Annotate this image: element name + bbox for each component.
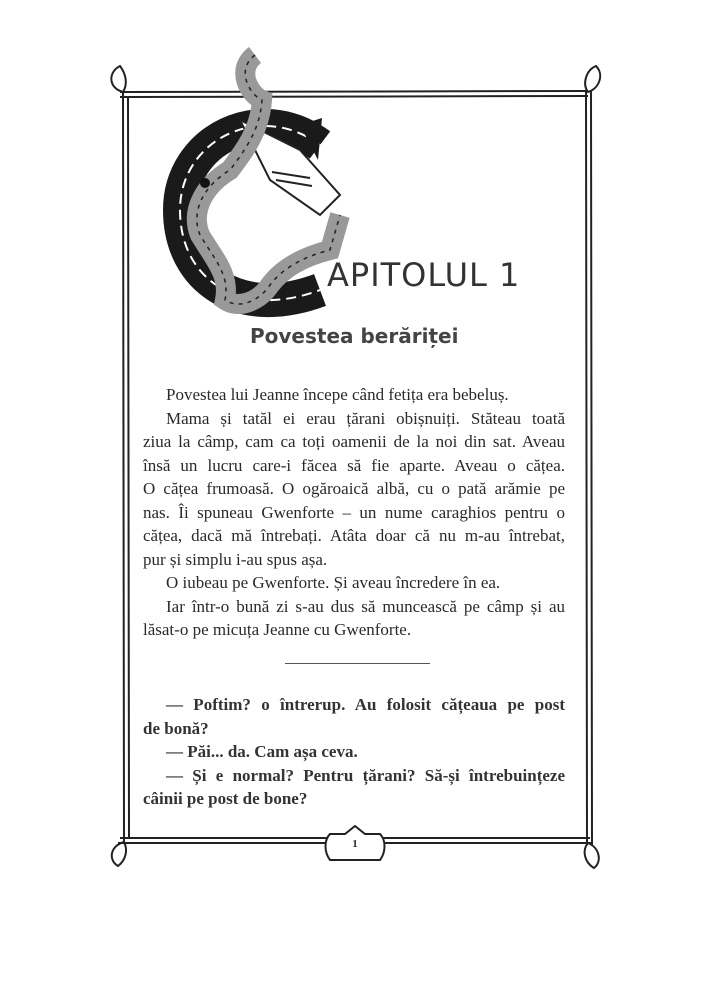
page-number: 1 <box>352 838 358 850</box>
text-line: Iar într-o bună zi s-au dus să muncească pe câmp și au <box>166 596 565 616</box>
text-line: nas. Îi spuneau Gwenforte – un nume caraghios pentru o <box>143 502 565 522</box>
text-line: însă un lucru care-i făcea să fie aparte. Aveau o cățea. <box>143 455 565 475</box>
section-divider <box>285 663 430 664</box>
dialogue-line: — Poftim? o întrerup. Au folosit cățeaua pe post <box>166 695 565 714</box>
text-line: O cățea frumoasă. O ogăroaică albă, cu o pată arămie pe <box>143 479 565 498</box>
text-line: cățea, dacă mă întrebați. Atâta doar că nu m-au întrebat, <box>143 526 565 545</box>
dialogue-line: — Și e normal? Pentru țărani? Să-și întrebuințeze <box>166 765 565 785</box>
text-line: pur și simplu i-au spus așa. <box>143 549 328 569</box>
chapter-title: Povestea berăriței <box>250 324 459 348</box>
dialogue-line: — Păi... da. Cam așa ceva. <box>166 742 358 761</box>
text-line: Mama și tatăl ei erau țărani obișnuiți. Stăteau toată <box>166 408 565 428</box>
body-text <box>143 383 565 642</box>
dialogue-text <box>143 693 565 811</box>
dialogue-line: câinii pe post de bone? <box>143 789 308 808</box>
text-line: Povestea lui Jeanne începe când fetița era bebeluș. <box>166 385 509 404</box>
text-line: O iubeau pe Gwenforte. Și aveau încredere în ea. <box>166 573 501 592</box>
chapter-heading: APITOLUL 1 <box>327 256 521 294</box>
dialogue-line: de bonă? <box>143 718 209 738</box>
text-line: lăsat-o pe micuța Jeanne cu Gwenforte. <box>143 620 412 639</box>
text-line: ziua la câmp, cam ca toți oamenii de la noi din sat. Aveau <box>143 432 565 451</box>
